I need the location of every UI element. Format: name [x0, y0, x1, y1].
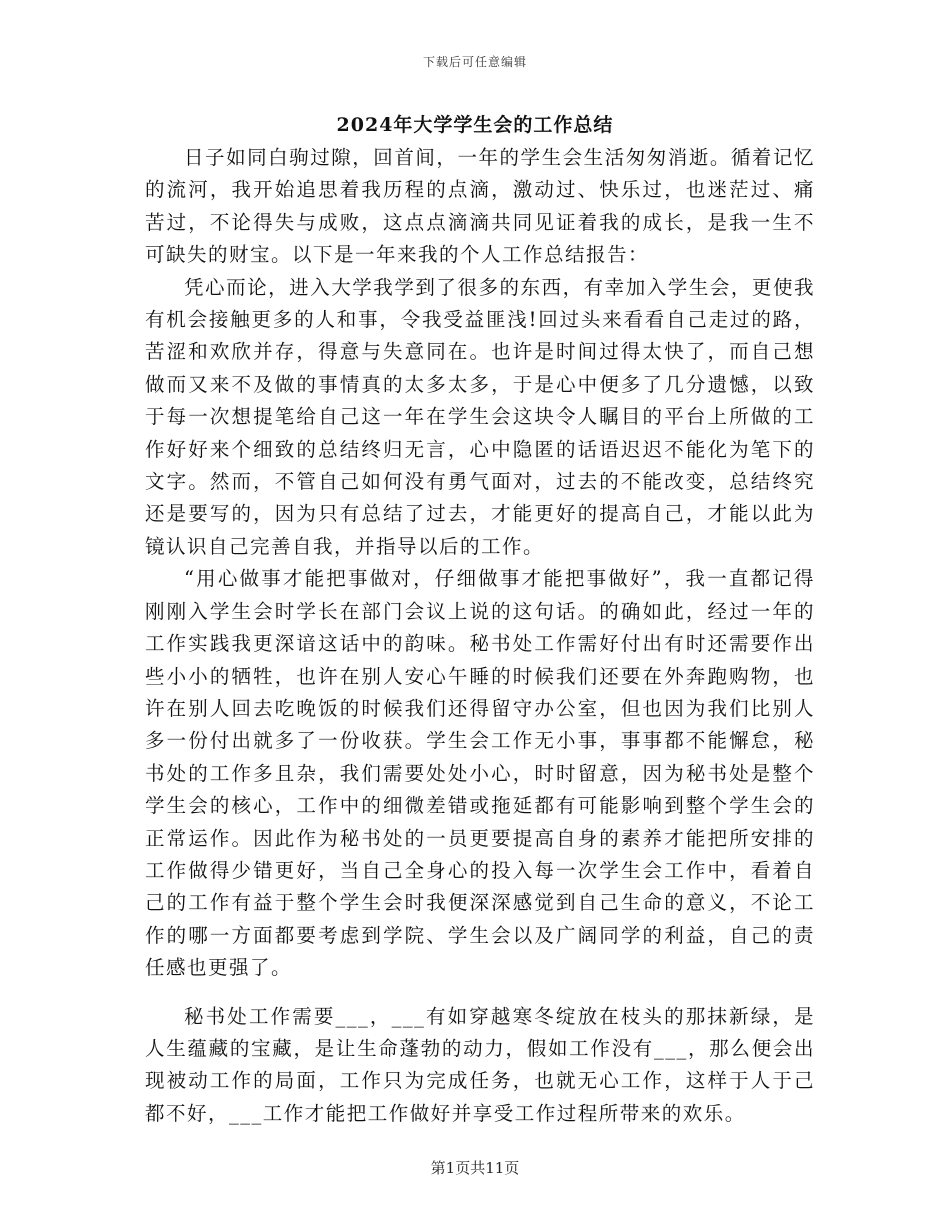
paragraph-1: 日子如同白驹过隙，回首间，一年的学生会生活匆匆消逝。循着记忆的流河，我开始追思着我历程的点滴，激动过、快乐过，也迷茫过、痛苦过，不论得失与成败，这点点滴滴共同见证着我的成长，是我一生不可缺失的财宝。以下是一年来我的个人工作总结报告：	[145, 146, 815, 267]
document-title: 2024年大学学生会的工作总结	[336, 114, 614, 136]
paragraph-2: 凭心而论，进入大学我学到了很多的东西，有幸加入学生会，更使我有机会接触更多的人和事，令我受益匪浅!回过头来看看自己走过的路，苦涩和欢欣并存，得意与失意同在。也许是时间过得太快了，而自己想做而又来不及做的事情真的太多太多，于是心中便多了几分遗憾，以致于每一次想提笔给自己这一年在学生会这块令人瞩目的平台上所做的工作好好来个细致的总结终归无言，心中隐匿的话语迟迟不能化为笔下的文字。然而，不管自己如何没有勇气面对，过去的不能改变，总结终究还是要写的，因为只有总结了过去，才能更好的提高自己，才能以此为镜认识自己完善自我，并指导以后的工作。	[145, 275, 815, 558]
paragraph-3: “用心做事才能把事做对，仔细做事才能把事做好”，我一直都记得刚刚入学生会时学长在部门会议上说的这句话。的确如此，经过一年的工作实践我更深谙这话中的韵味。秘书处工作需好付出有时还需要作出些小小的牺牲，也许在别人安心午睡的时候我们还要在外奔跑购物，也许在别人回去吃晚饭的时候我们还得留守办公室，但也因为我们比别人多一份付出就多了一份收获。学生会工作无小事，事事都不能懈怠，秘书处的工作多且杂，我们需要处处小心，时时留意，因为秘书处是整个学生会的核心，工作中的细微差错或拖延都有可能影响到整个学生会的正常运作。因此作为秘书处的一员更要提高自身的素养才能把所安排的工作做得少错更好，当自己全身心的投入每一次学生会工作中，看着自己的工作有益于整个学生会时我便深深感觉到自己生命的意义，不论工作的哪一方面都要考虑到学院、学生会以及广阔同学的利益，自己的责任感也更强了。	[145, 567, 815, 980]
page-header-note: 下载后可任意编辑	[422, 55, 527, 69]
page-number: 第1页共11页	[430, 1159, 520, 1177]
paragraph-4: 秘书处工作需要___，___有如穿越寒冬绽放在枝头的那抹新绿，是人生蕴藏的宝藏，是让生命蓬勃的动力，假如工作没有___，那么便会出现被动工作的局面，工作只为完成任务，也就无心工作，这样于人于己都不好，___工作才能把工作做好并享受工作过程所带来的欢乐。	[145, 1004, 815, 1125]
document-body	[145, 142, 815, 1130]
